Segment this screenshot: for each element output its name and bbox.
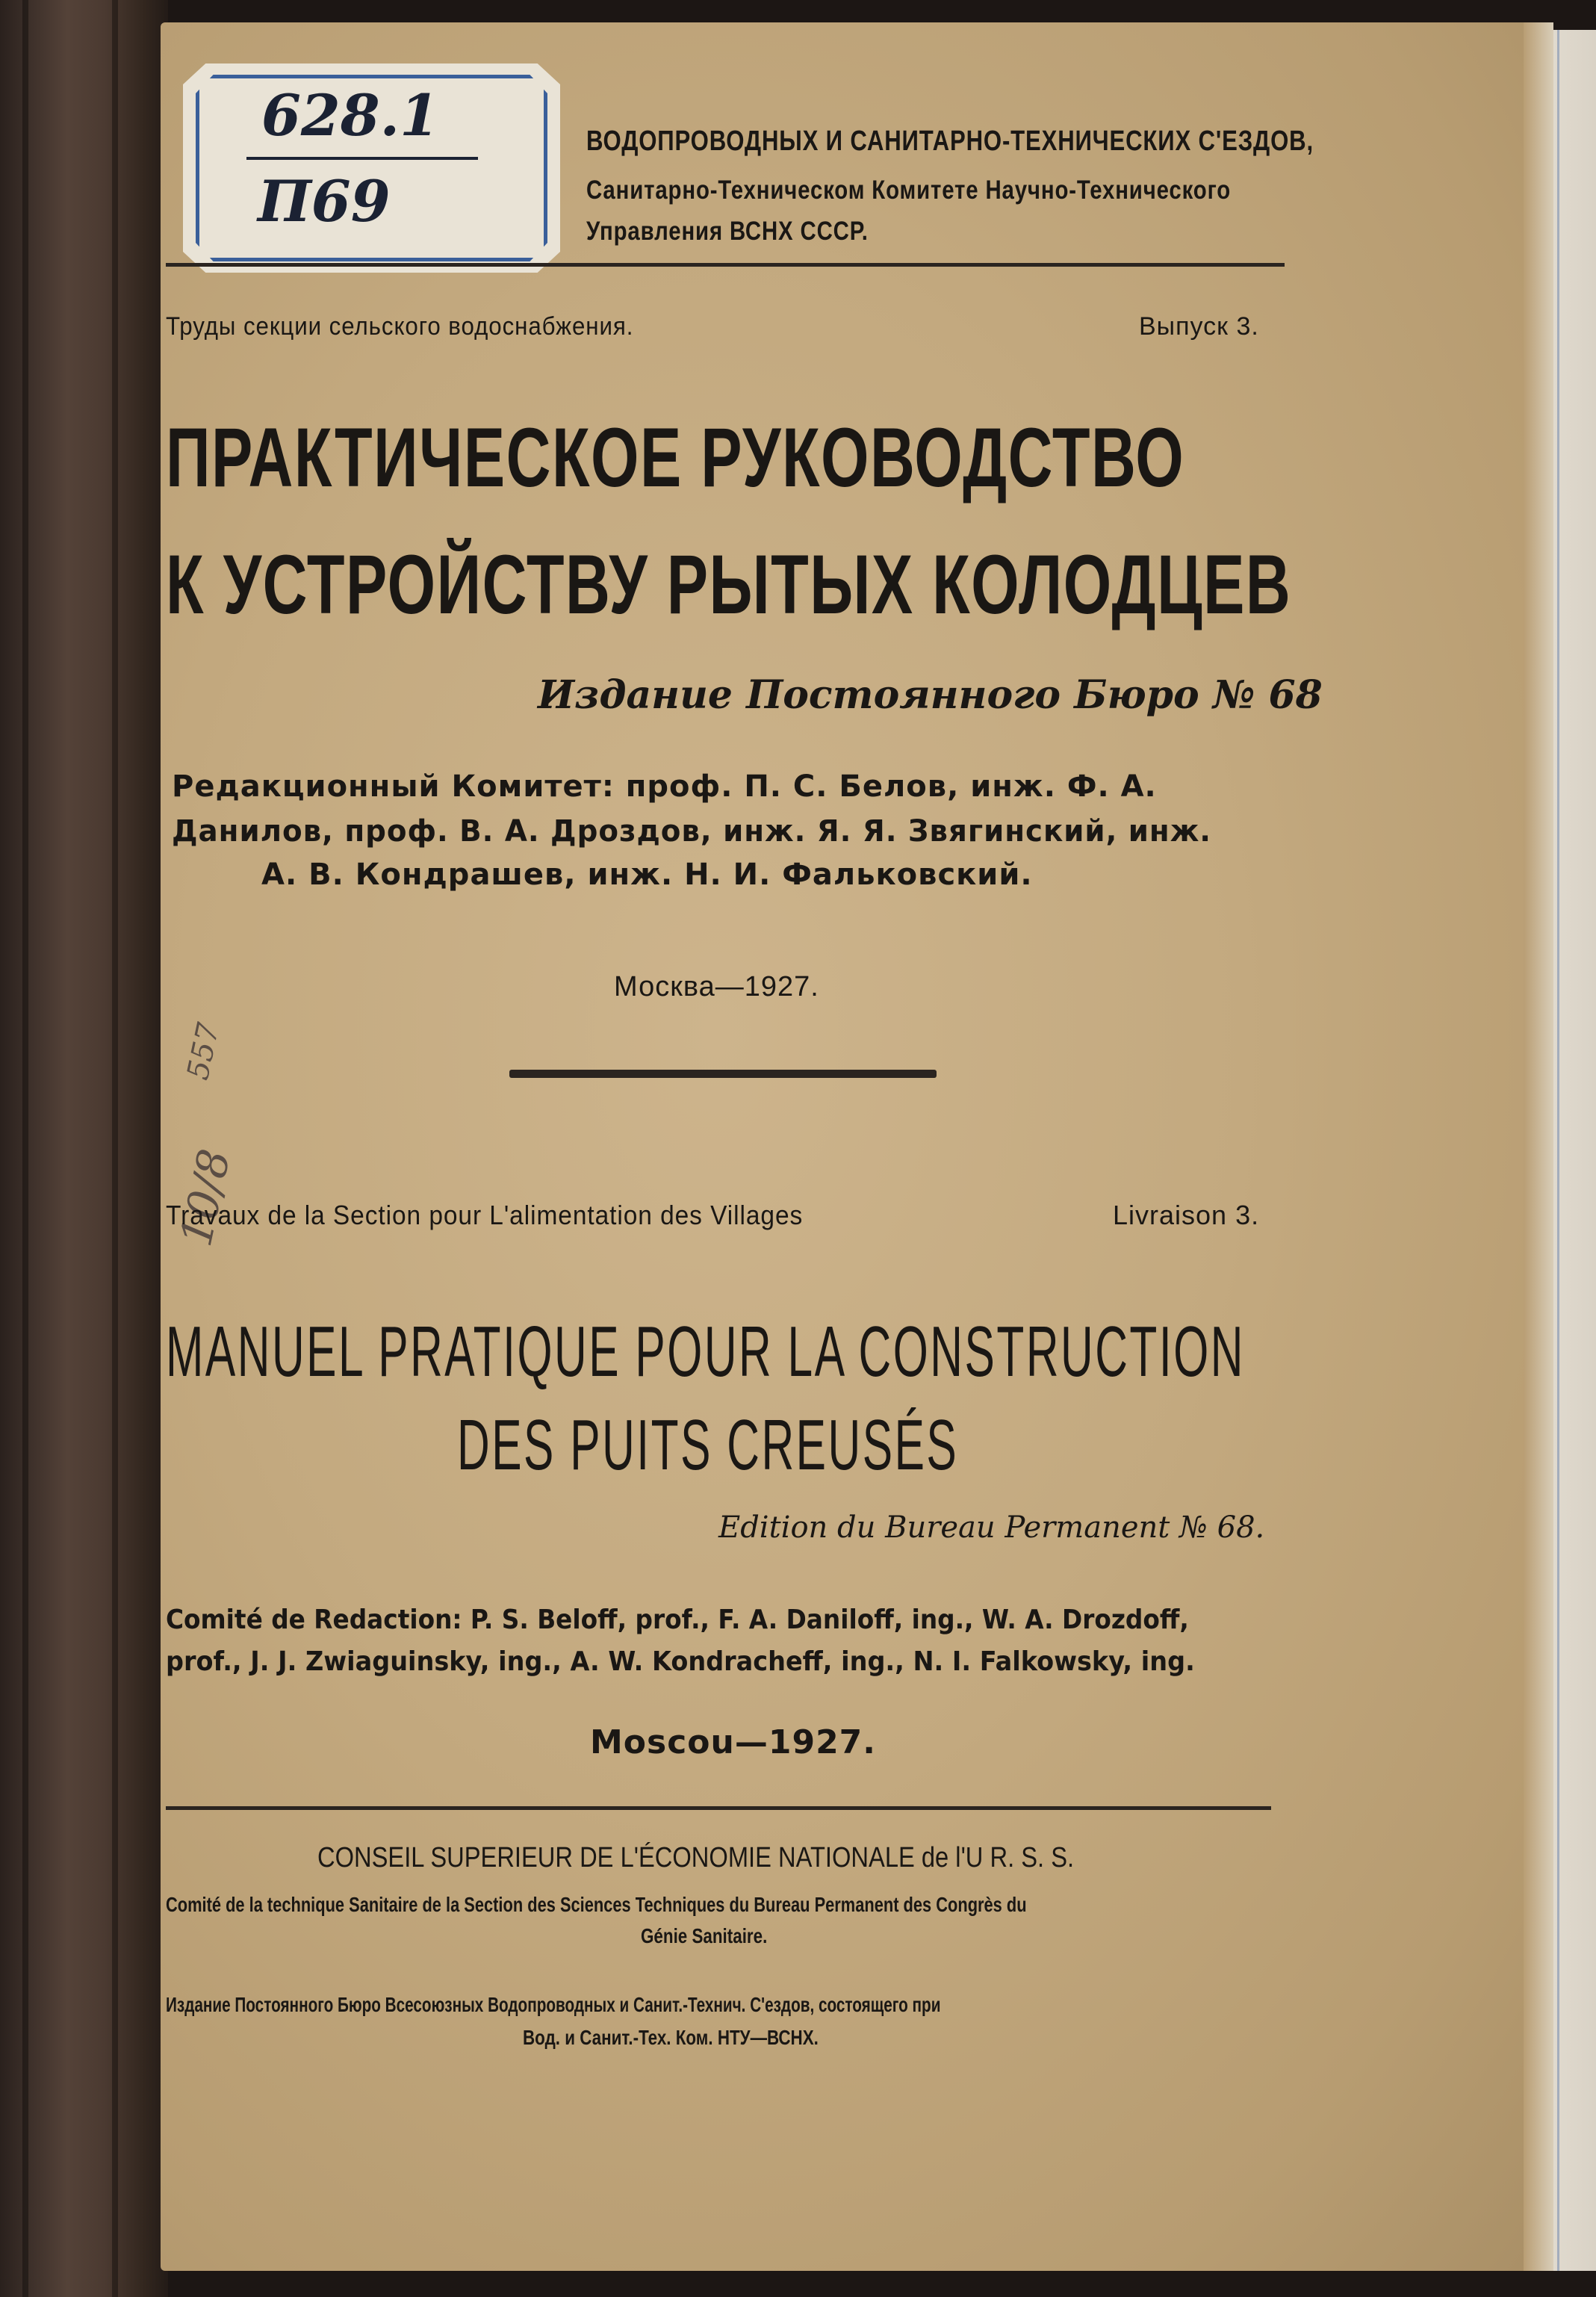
pencil-note-top: 557: [181, 1020, 226, 1083]
stamp-classification: 628.1: [261, 82, 439, 149]
header-rule: [166, 263, 1285, 267]
board-stripe: [1557, 30, 1559, 2271]
ru-title-line-2: К УСТРОЙСТВУ РЫТЫХ КОЛОДЦЕВ: [166, 538, 1292, 631]
spine-ridge: [22, 0, 28, 2297]
footer-line-2: Comité de la technique Sanitaire de la Section des Sciences Techniques du Bureau Permanent des Congrès du: [166, 1893, 1027, 1916]
ru-issue: Выпуск 3.: [1139, 312, 1259, 341]
ru-committee-line-3: А. В. Кондрашев, инж. Н. И. Фальковский.: [261, 858, 1033, 892]
fr-title-line-1: MANUEL PRATIQUE POUR LA CONSTRUCTION: [166, 1312, 1245, 1392]
header-line-3: [586, 217, 922, 247]
ru-committee-line-2: Данилов, проф. В. А. Дроздов, инж. Я. Я. Звягинский, инж.: [172, 814, 1211, 849]
cover-page: [161, 22, 1550, 2271]
stamp-shelfmark: П69: [258, 168, 391, 235]
header-line-2: [586, 176, 1353, 205]
header-line-1: [586, 125, 1474, 158]
ru-committee-line-1: Редакционный Комитет: проф. П. С. Белов, инж. Ф. А.: [172, 769, 1157, 804]
fr-title-line-2: DES PUITS CREUSÉS: [457, 1405, 959, 1485]
header-line-2-text: Санитарно-Техническом Комитете Научно-Технического: [586, 176, 1232, 205]
stamp-divider: [246, 157, 478, 160]
footer-line-5: Вод. и Санит.-Тех. Ком. НТУ—ВСНХ.: [523, 2026, 819, 2049]
fr-series: [166, 1200, 851, 1231]
fr-edition: Edition du Bureau Permanent № 68.: [718, 1510, 1265, 1545]
ru-series-text: Труды секции сельского водоснабжения.: [166, 312, 634, 341]
footer-line-4: Издание Постоянного Бюро Всесоюзных Водопроводных и Санит.-Технич. С'ездов, состоящего при: [166, 1993, 941, 2016]
ru-edition: Издание Постоянного Бюро № 68: [538, 672, 1323, 718]
ru-series: [166, 312, 674, 341]
fr-committee-line-1: Comité de Redaction: P. S. Beloff, prof., F. A. Daniloff, ing., W. A. Drozdoff,: [166, 1605, 1189, 1635]
footer-line-1: CONSEIL SUPERIEUR DE L'ÉCONOMIE NATIONALE de l'U R. S. S.: [317, 1842, 1075, 1873]
footer-rule: [166, 1806, 1271, 1810]
fr-issue: Livraison 3.: [1113, 1200, 1260, 1230]
fr-committee-line-2: prof., J. J. Zwiaguinsky, ing., A. W. Kondracheff, ing., N. I. Falkowsky, ing.: [166, 1646, 1195, 1677]
pencil-note: 10/8: [170, 1144, 240, 1251]
header-line-3-text: Управления ВСНХ СССР.: [586, 217, 869, 246]
fr-series-text: Travaux de la Section pour L'alimentation des Villages: [166, 1200, 804, 1230]
book-spine: [0, 0, 168, 2297]
center-divider: [509, 1070, 937, 1078]
footer-line-3: Génie Sanitaire.: [641, 1924, 768, 1947]
ru-place-year: Москва—1927.: [614, 971, 819, 1002]
fr-place-year: Moscou—1927.: [590, 1723, 877, 1761]
header-line-1-text: ВОДОПРОВОДНЫХ И САНИТАРНО-ТЕХНИЧЕСКИХ С'ЕЗДОВ,: [586, 125, 1314, 157]
spine-ridge: [112, 0, 118, 2297]
cover-edge: [1524, 22, 1553, 2271]
ru-title-line-1: ПРАКТИЧЕСКОЕ РУКОВОДСТВО: [166, 411, 1185, 504]
